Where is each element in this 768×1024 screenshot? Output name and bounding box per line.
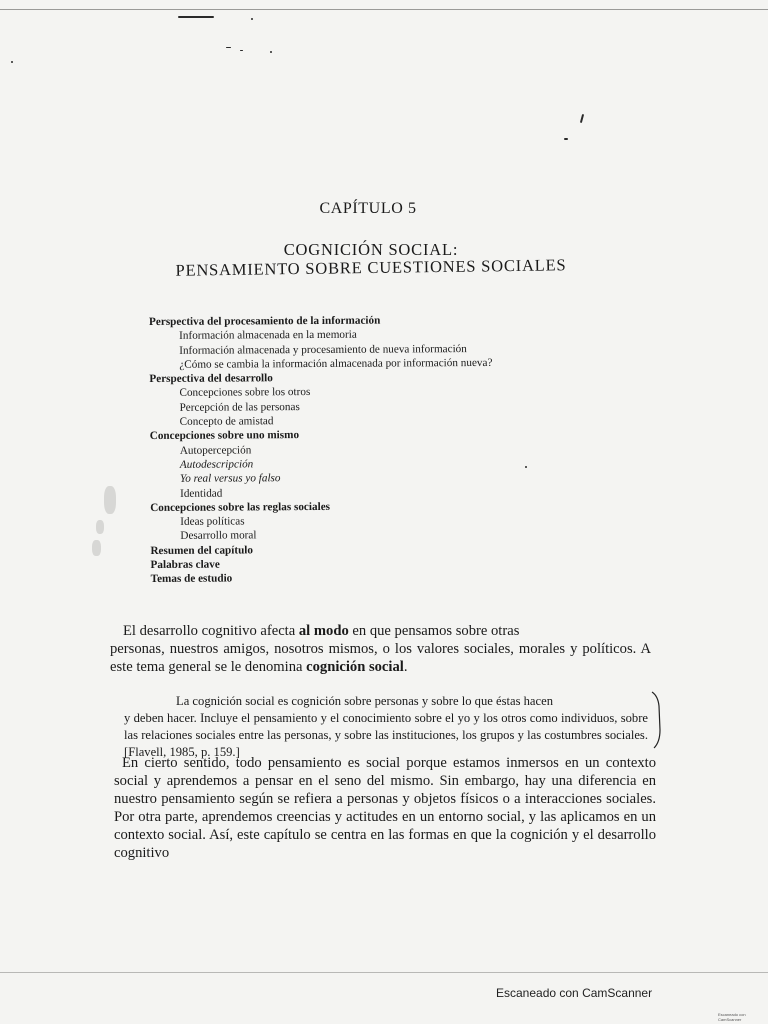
outline-section-heading: Concepciones sobre las reglas sociales (150, 500, 331, 514)
scan-speck (240, 50, 243, 51)
intro-text: . (403, 659, 408, 675)
handwritten-bracket (650, 690, 664, 750)
outline-section-heading: Temas de estudio (150, 572, 233, 586)
quote-first-line: La cognición social es cognición sobre personas y sobre lo que éstas hacen (176, 694, 553, 708)
outline-subsection-item: Ideas políticas (180, 515, 245, 528)
outline-section-heading: Resumen del capítulo (150, 544, 254, 557)
camscanner-watermark: Escaneado con CamScanner (496, 986, 653, 1000)
intro-paragraph-rest (110, 640, 651, 676)
intro-text: personas, nuestros amigos, nosotros mismos, o los valores sociales, morales y políticos. A este tema general se le denomina (110, 641, 651, 675)
margin-smudge (92, 540, 101, 556)
outline-subsection-item: Desarrollo moral (180, 529, 257, 543)
intro-bold-term: cognición social (306, 659, 404, 675)
bottom-edge-line (0, 972, 768, 973)
scan-speck (580, 114, 584, 123)
margin-smudge (96, 520, 104, 534)
outline-subsection-item: ¿Cómo se cambia la información almacenada por información nueva? (179, 356, 493, 371)
scan-speck (525, 466, 527, 468)
main-paragraph-body: un contexto social y aprendemos a pensar en el seno del mismo. Sin embargo, hay una diferencia en nuestro pensamiento según se refiera a personas y objetos físicos o a interacciones sociales. Por otra parte, aprendemos creencias y actitudes en un entorno social, y las aplicamos en un contexto social. Así, este capítulo se centra en las formas en que la cognición y el desarrollo cognitivo (114, 755, 656, 861)
scan-speck (178, 16, 214, 18)
outline-subsection-item: Yo real versus yo falso (179, 472, 281, 486)
quote-body: y deben hacer. Incluye el pensamiento y el conocimiento sobre el yo y los otros como individuos, sobre las relaciones sociales entre las personas, y sobre las instituciones, los grupos y las costumbres sociales. [Flavell, 1985, p. 159.] (124, 711, 648, 759)
outline-section-heading: Palabras clave (150, 558, 220, 572)
main-paragraph (114, 754, 656, 862)
outline-subsection-item: Concepto de amistad (179, 415, 274, 428)
top-edge-line (0, 9, 768, 10)
main-paragraph-first-line: En cierto sentido, todo pensamiento es social porque estamos inmersos en (122, 755, 579, 771)
outline-subsection-item: Identidad (180, 487, 223, 500)
intro-text: El desarrollo cognitivo afecta (123, 623, 299, 639)
outline-section-heading: Concepciones sobre uno mismo (149, 429, 300, 443)
chapter-label: CAPÍTULO 5 (319, 200, 417, 217)
block-quote (124, 693, 648, 761)
outline-subsection-item: Percepción de las personas (179, 400, 300, 414)
chapter-title-line2: PENSAMIENTO SOBRE CUESTIONES SOCIALES (175, 255, 567, 280)
chapter-title-line1: COGNICIÓN SOCIAL: (283, 240, 459, 259)
scan-speck (11, 61, 13, 63)
scan-speck (226, 47, 231, 48)
outline-subsection-item: Información almacenada en la memoria (179, 329, 357, 343)
intro-paragraph-line1 (123, 622, 651, 640)
outline-subsection-item: Autopercepción (179, 444, 252, 457)
outline-subsection-item: Concepciones sobre los otros (179, 386, 311, 400)
outline-section-heading: Perspectiva del procesamiento de la información (149, 314, 381, 328)
chapter-outline (149, 313, 494, 587)
camscanner-mini-watermark: Escaneado con CamScanner (718, 1012, 746, 1022)
intro-text: en que pensamos sobre otras (348, 623, 520, 639)
scan-speck (270, 51, 272, 53)
scan-speck (251, 18, 253, 20)
outline-subsection-item: Información almacenada y procesamiento de nueva información (179, 342, 467, 357)
outline-subsection-item: Autodescripción (179, 458, 254, 471)
intro-bold-text: al modo (298, 623, 349, 639)
scan-speck (564, 138, 568, 140)
margin-smudge (104, 486, 116, 514)
outline-section-heading: Perspectiva del desarrollo (149, 372, 273, 386)
